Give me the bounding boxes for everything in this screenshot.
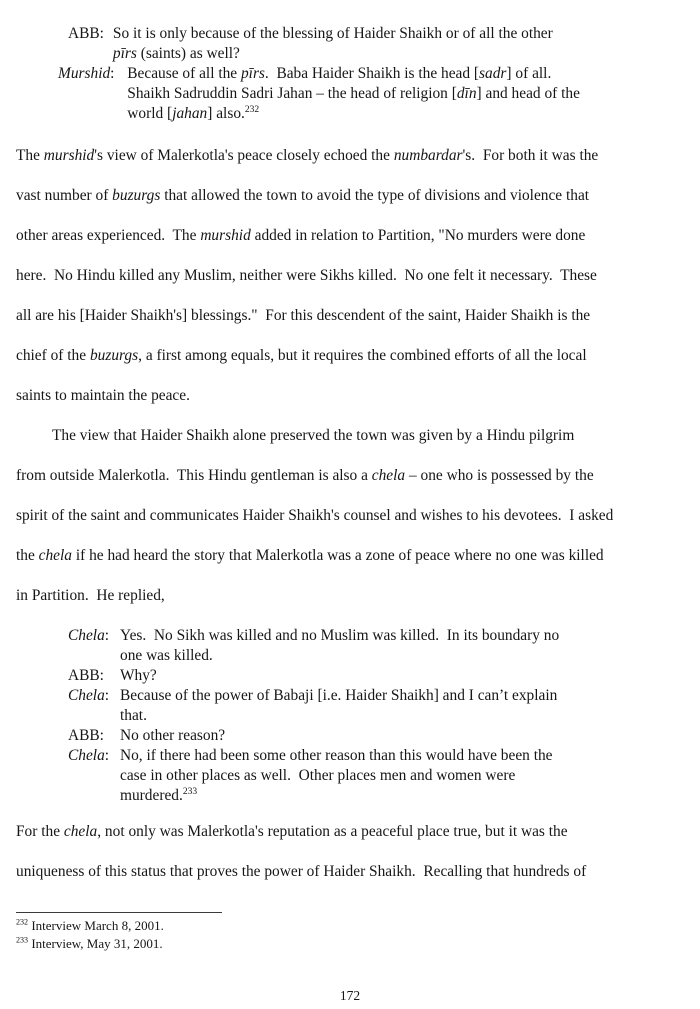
- text-line: Shaikh Sadruddin Sadri Jahan – the head of religion [dīn] and head of the: [127, 85, 580, 102]
- text-line: $^{233}$ Interview, May 31, 2001.: [16, 935, 163, 951]
- paragraph-chela-conclusion: [16, 812, 684, 892]
- quote-text: [120, 746, 553, 806]
- text-line: chief of the buzurgs, a first among equals, but it requires the combined efforts of all the local: [16, 347, 587, 364]
- text-line: No, if there had been some other reason than this would have been the: [120, 747, 553, 764]
- block-quote-interview-1: [58, 24, 684, 124]
- block-quote-interview-2: [68, 626, 684, 806]
- page-number: 172: [339, 988, 361, 1003]
- quote-text: [127, 64, 580, 124]
- text-line: So it is only because of the blessing of Haider Shaikh or of all the other: [112, 25, 553, 42]
- quote-entry: [68, 24, 684, 64]
- speaker-label: Chela:: [68, 747, 110, 764]
- text-line: here. No Hindu killed any Muslim, neither were Sikhs killed. No one felt it necessary. These: [16, 267, 597, 284]
- text-line: pīrs (saints) as well?: [112, 45, 240, 62]
- text-line: $^{232}$ Interview March 8, 2001.: [16, 917, 164, 933]
- speaker-label: Murshid:: [58, 65, 119, 82]
- text-line: from outside Malerkotla. This Hindu gentleman is also a chela – one who is possessed by the: [16, 467, 594, 484]
- quote-text: [120, 666, 157, 686]
- text-line: the chela if he had heard the story that Malerkotla was a zone of peace where no one was killed: [16, 547, 604, 564]
- text-line: Because of the power of Babaji [i.e. Haider Shaikh] and I can’t explain: [120, 687, 558, 704]
- text-line: The murshid's view of Malerkotla's peace closely echoed the numbardar's. For both it was the: [16, 147, 599, 164]
- text-line: For the chela, not only was Malerkotla's reputation as a peaceful place true, but it was the: [16, 823, 568, 840]
- text-line: Because of all the pīrs. Baba Haider Shaikh is the head [sadr] of all.: [127, 65, 552, 82]
- text-line: Why?: [120, 667, 157, 684]
- text-line: vast number of buzurgs that allowed the town to avoid the type of divisions and violence that: [16, 187, 590, 204]
- text-line: uniqueness of this status that proves the power of Haider Shaikh. Recalling that hundreds of: [16, 863, 587, 880]
- quote-entry: [68, 726, 684, 746]
- text-line: murdered.$^{233}$: [120, 785, 198, 804]
- text-line: case in other places as well. Other places men and women were: [120, 767, 516, 784]
- text-line: world [jahan] also.$^{232}$: [127, 103, 260, 122]
- paragraph-murshid-view: [16, 136, 684, 416]
- paragraph-hindu-pilgrim: [16, 416, 684, 616]
- text-line: Yes. No Sikh was killed and no Muslim was killed. In its boundary no: [120, 627, 560, 644]
- text-line: one was killed.: [120, 647, 213, 664]
- text-line: that.: [120, 707, 147, 724]
- quote-entry: [68, 626, 684, 666]
- quote-entry: [68, 746, 684, 806]
- quote-text: [120, 726, 225, 746]
- quote-entry: [68, 686, 684, 726]
- footnote-separator: [16, 912, 222, 913]
- speaker-label: ABB:: [68, 727, 104, 744]
- text-line: saints to maintain the peace.: [16, 387, 190, 404]
- quote-text: [113, 24, 553, 64]
- text-line: in Partition. He replied,: [16, 587, 165, 604]
- speaker-label: ABB:: [68, 25, 104, 42]
- text-line: spirit of the saint and communicates Haider Shaikh's counsel and wishes to his devotees. I asked: [16, 507, 614, 524]
- text-line: The view that Haider Shaikh alone preserved the town was given by a Hindu pilgrim: [52, 427, 575, 444]
- quote-text: [120, 626, 559, 666]
- quote-entry: [68, 666, 684, 686]
- text-line: other areas experienced. The murshid added in relation to Partition, "No murders were done: [16, 227, 586, 244]
- text-line: all are his [Haider Shaikh's] blessings." For this descendent of the saint, Haider Shaikh is the: [16, 307, 591, 324]
- speaker-label: Chela:: [68, 627, 110, 644]
- footnotes: [16, 917, 684, 952]
- quote-entry: [58, 64, 684, 124]
- text-line: No other reason?: [120, 727, 226, 744]
- speaker-label: Chela:: [68, 687, 110, 704]
- quote-text: [120, 686, 557, 726]
- speaker-label: ABB:: [68, 667, 104, 684]
